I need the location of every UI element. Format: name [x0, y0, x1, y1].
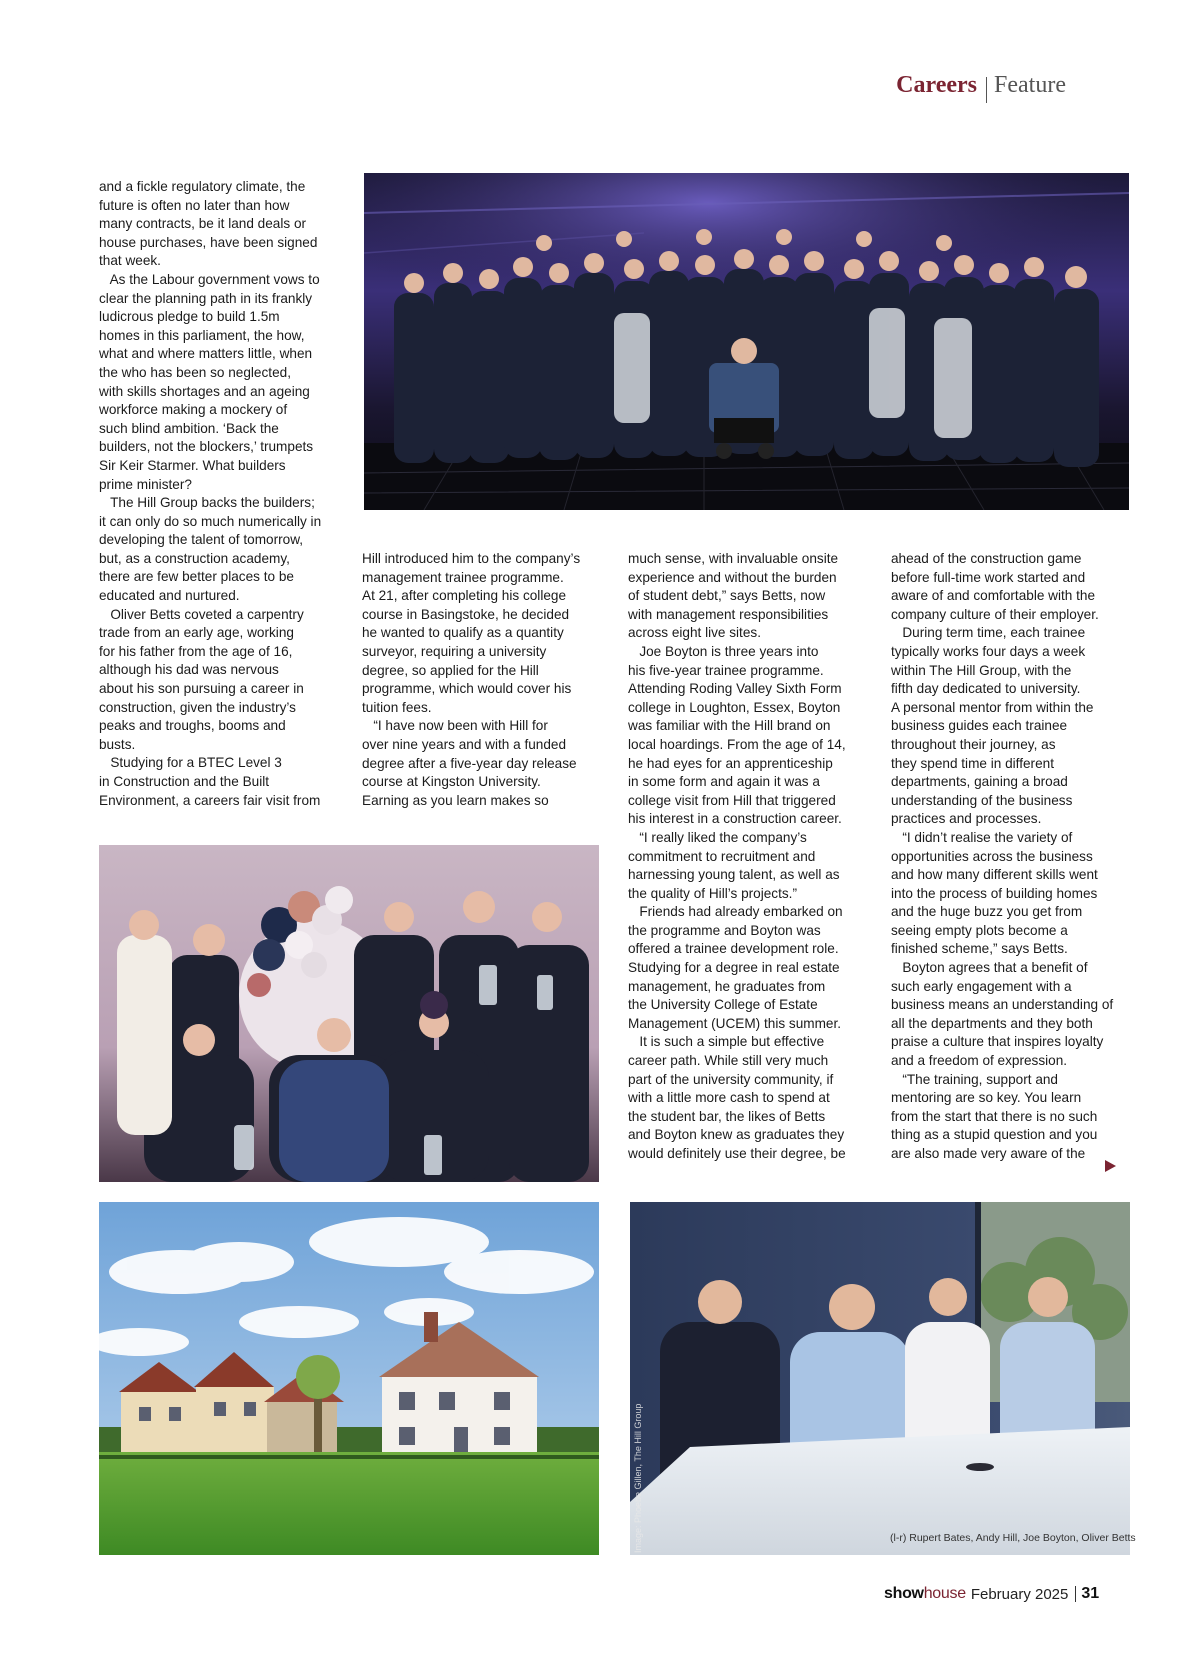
article-column-1 [99, 178, 339, 818]
continue-arrow-icon [1105, 1160, 1116, 1172]
text-line: about his son pursuing a career in [99, 681, 304, 697]
text-line: for his father from the age of 16, [99, 643, 293, 659]
section-title: Careers [896, 72, 978, 98]
text-line: Hill introduced him to the company’s [362, 551, 581, 566]
text-line: The Hill Group backs the builders; [99, 495, 315, 511]
text-line: was familiar with the Hill brand on [628, 718, 831, 734]
magazine-brand-bold: show [884, 1585, 924, 1602]
text-line: career path. While still very much [628, 1053, 829, 1069]
text-line: “I really liked the company’s [628, 829, 807, 845]
text-line: that week. [99, 253, 161, 269]
issue-date: February 2025 [970, 1585, 1069, 1603]
text-line: with skills shortages and an ageing [99, 383, 310, 399]
section-header [896, 72, 1066, 108]
article-column-4 [891, 550, 1136, 1170]
text-line: with a little more cash to spend at [628, 1090, 830, 1106]
text-line: finished scheme,” says Betts. [891, 941, 1068, 957]
text-line: praise a culture that inspires loyalty [891, 1034, 1104, 1050]
text-line: his interest in a construction career. [628, 811, 842, 827]
text-line: surveyor, requiring a university [362, 643, 547, 659]
text-line: much sense, with invaluable onsite [628, 551, 839, 566]
text-line: developing the talent of tomorrow, [99, 532, 304, 548]
text-line: although his dad was nervous [99, 662, 279, 678]
text-line: business guides each trainee [891, 718, 1068, 734]
text-line: aware of and comfortable with the [891, 588, 1096, 604]
text-line: the who has been so neglected, [99, 364, 291, 380]
text-line: business means an understanding of [891, 997, 1114, 1013]
text-line: “I didn’t realise the variety of [891, 829, 1073, 845]
text-line: before full-time work started and [891, 569, 1086, 585]
text-line: “The training, support and [891, 1071, 1058, 1087]
footer-divider [1075, 1586, 1076, 1602]
text-line: he wanted to qualify as a quantity [362, 625, 564, 641]
magazine-brand-light: house [923, 1585, 966, 1602]
text-line: he had eyes for an apprenticeship [628, 755, 833, 771]
text-line: Management (UCEM) this summer. [628, 1015, 842, 1031]
text-line: Friends had already embarked on [628, 904, 843, 920]
meeting-room-photo [630, 1202, 1130, 1555]
text-line: within The Hill Group, with the [891, 662, 1072, 678]
text-line: prime minister? [99, 476, 192, 492]
text-line: are also made very aware of the [891, 1146, 1086, 1161]
text-line: builders, not the blockers,’ trumpets [99, 439, 314, 455]
text-line: course at Kingston University. [362, 774, 541, 790]
text-line: It is such a simple but effective [628, 1034, 825, 1050]
text-line: and a fickle regulatory climate, the [99, 179, 306, 194]
text-line: the University College of Estate [628, 997, 818, 1013]
text-line: During term time, each trainee [891, 625, 1086, 641]
text-line: of student debt,” says Betts, now [628, 588, 826, 604]
header-divider [986, 77, 987, 103]
text-line: degree after a five-year day release [362, 755, 577, 771]
text-line: thing as a stupid question and you [891, 1127, 1098, 1143]
photo-credit: Image: Phoebe Gillen, The Hill Group [633, 1403, 643, 1553]
text-line: A personal mentor from within the [891, 699, 1094, 715]
text-line: what and where matters little, when [99, 346, 313, 362]
text-line: across eight live sites. [628, 625, 761, 641]
text-line: such blind ambition. ‘Back the [99, 420, 279, 436]
text-line: but, as a construction academy, [99, 550, 290, 566]
text-line: Studying for a BTEC Level 3 [99, 755, 282, 771]
text-line: Earning as you learn makes so [362, 792, 549, 808]
housing-development-photo [99, 1202, 599, 1555]
text-line: typically works four days a week [891, 643, 1086, 659]
text-line: they spend time in different [891, 755, 1054, 771]
text-line: mentoring are so key. You learn [891, 1090, 1082, 1106]
article-column-3 [628, 550, 873, 1170]
text-line: seeing empty plots become a [891, 922, 1068, 938]
text-line: part of the university community, if [628, 1071, 834, 1087]
text-line: workforce making a mockery of [99, 402, 288, 418]
text-line: local hoardings. From the age of 14, [628, 736, 846, 752]
text-line: programme, which would cover his [362, 681, 572, 697]
text-line: degree, so applied for the Hill [362, 662, 539, 678]
text-line: many contracts, be it land deals or [99, 216, 307, 232]
text-line: the programme and Boyton was [628, 922, 821, 938]
text-line: ahead of the construction game [891, 551, 1082, 566]
text-line: with management responsibilities [628, 606, 829, 622]
meeting-photo-caption: (l-r) Rupert Bates, Andy Hill, Joe Boyton, Oliver Betts [890, 1532, 1136, 1544]
text-line: practices and processes. [891, 811, 1042, 827]
text-line: college in Loughton, Essex, Boyton [628, 699, 841, 715]
text-line: into the process of building homes [891, 885, 1098, 901]
text-line: fifth day dedicated to university. [891, 681, 1081, 697]
text-line: educated and nurtured. [99, 588, 240, 604]
text-line: management, he graduates from [628, 978, 826, 994]
text-line: there are few better places to be [99, 569, 294, 585]
text-line: house purchases, have been signed [99, 234, 318, 250]
text-line: management trainee programme. [362, 569, 564, 585]
text-line: commitment to recruitment and [628, 848, 816, 864]
text-line: Oliver Betts coveted a carpentry [99, 606, 304, 622]
text-line: throughout their journey, as [891, 736, 1056, 752]
text-line: Environment, a careers fair visit from [99, 792, 321, 808]
text-line: his five-year trainee programme. [628, 662, 824, 678]
text-line: in Construction and the Built [99, 774, 270, 789]
text-line: the student bar, the likes of Betts [628, 1108, 826, 1124]
text-line: and how many different skills went [891, 867, 1098, 883]
text-line: it can only do so much numerically in [99, 513, 322, 529]
text-line: departments, gaining a broad [891, 774, 1068, 790]
text-line: opportunities across the business [891, 848, 1093, 864]
text-line: At 21, after completing his college [362, 588, 567, 604]
article-column-2 [362, 550, 607, 815]
text-line: Attending Roding Valley Sixth Form [628, 681, 842, 697]
award-winners-photo [99, 845, 599, 1182]
text-line: Boyton agrees that a benefit of [891, 960, 1088, 976]
text-line: tuition fees. [362, 699, 432, 715]
text-line: over nine years and with a funded [362, 736, 567, 752]
page-number: 31 [1081, 1585, 1100, 1602]
text-line: all the departments and they both [891, 1015, 1093, 1031]
text-line: peaks and troughs, booms and [99, 718, 286, 734]
text-line: offered a trainee development role. [628, 941, 839, 957]
section-subtitle: Feature [994, 72, 1066, 98]
text-line: clear the planning path in its frankly [99, 290, 313, 306]
text-line: and Boyton knew as graduates they [628, 1127, 845, 1143]
text-line: Sir Keir Starmer. What builders [99, 457, 286, 473]
text-line: course in Basingstoke, he decided [362, 606, 570, 622]
text-line: busts. [99, 736, 136, 752]
text-line: Joe Boyton is three years into [628, 643, 819, 659]
text-line: As the Labour government vows to [99, 271, 320, 287]
text-line: experience and without the burden [628, 569, 837, 585]
group-photo-stage [364, 173, 1129, 510]
text-line: ludicrous pledge to build 1.5m [99, 309, 280, 325]
text-line: college visit from Hill that triggered [628, 792, 836, 808]
text-line: understanding of the business [891, 792, 1073, 808]
text-line: construction, given the industry’s [99, 699, 296, 715]
text-line: Studying for a degree in real estate [628, 960, 840, 976]
text-line: in some form and again it was a [628, 774, 820, 790]
text-line: company culture of their employer. [891, 606, 1099, 622]
text-line: and the huge buzz you get from [891, 904, 1083, 920]
text-line: future is often no later than how [99, 197, 290, 213]
text-line: trade from an early age, working [99, 625, 294, 641]
text-line: the quality of Hill’s projects.” [628, 885, 797, 901]
text-line: from the start that there is no such [891, 1108, 1098, 1124]
page-footer [884, 1583, 1099, 1605]
text-line: homes in this parliament, the how, [99, 327, 305, 343]
text-line: and a freedom of expression. [891, 1053, 1068, 1069]
text-line: such early engagement with a [891, 978, 1072, 994]
text-line: “I have now been with Hill for [362, 718, 548, 734]
text-line: harnessing young talent, as well as [628, 867, 840, 883]
text-line: would definitely use their degree, be [628, 1146, 846, 1161]
